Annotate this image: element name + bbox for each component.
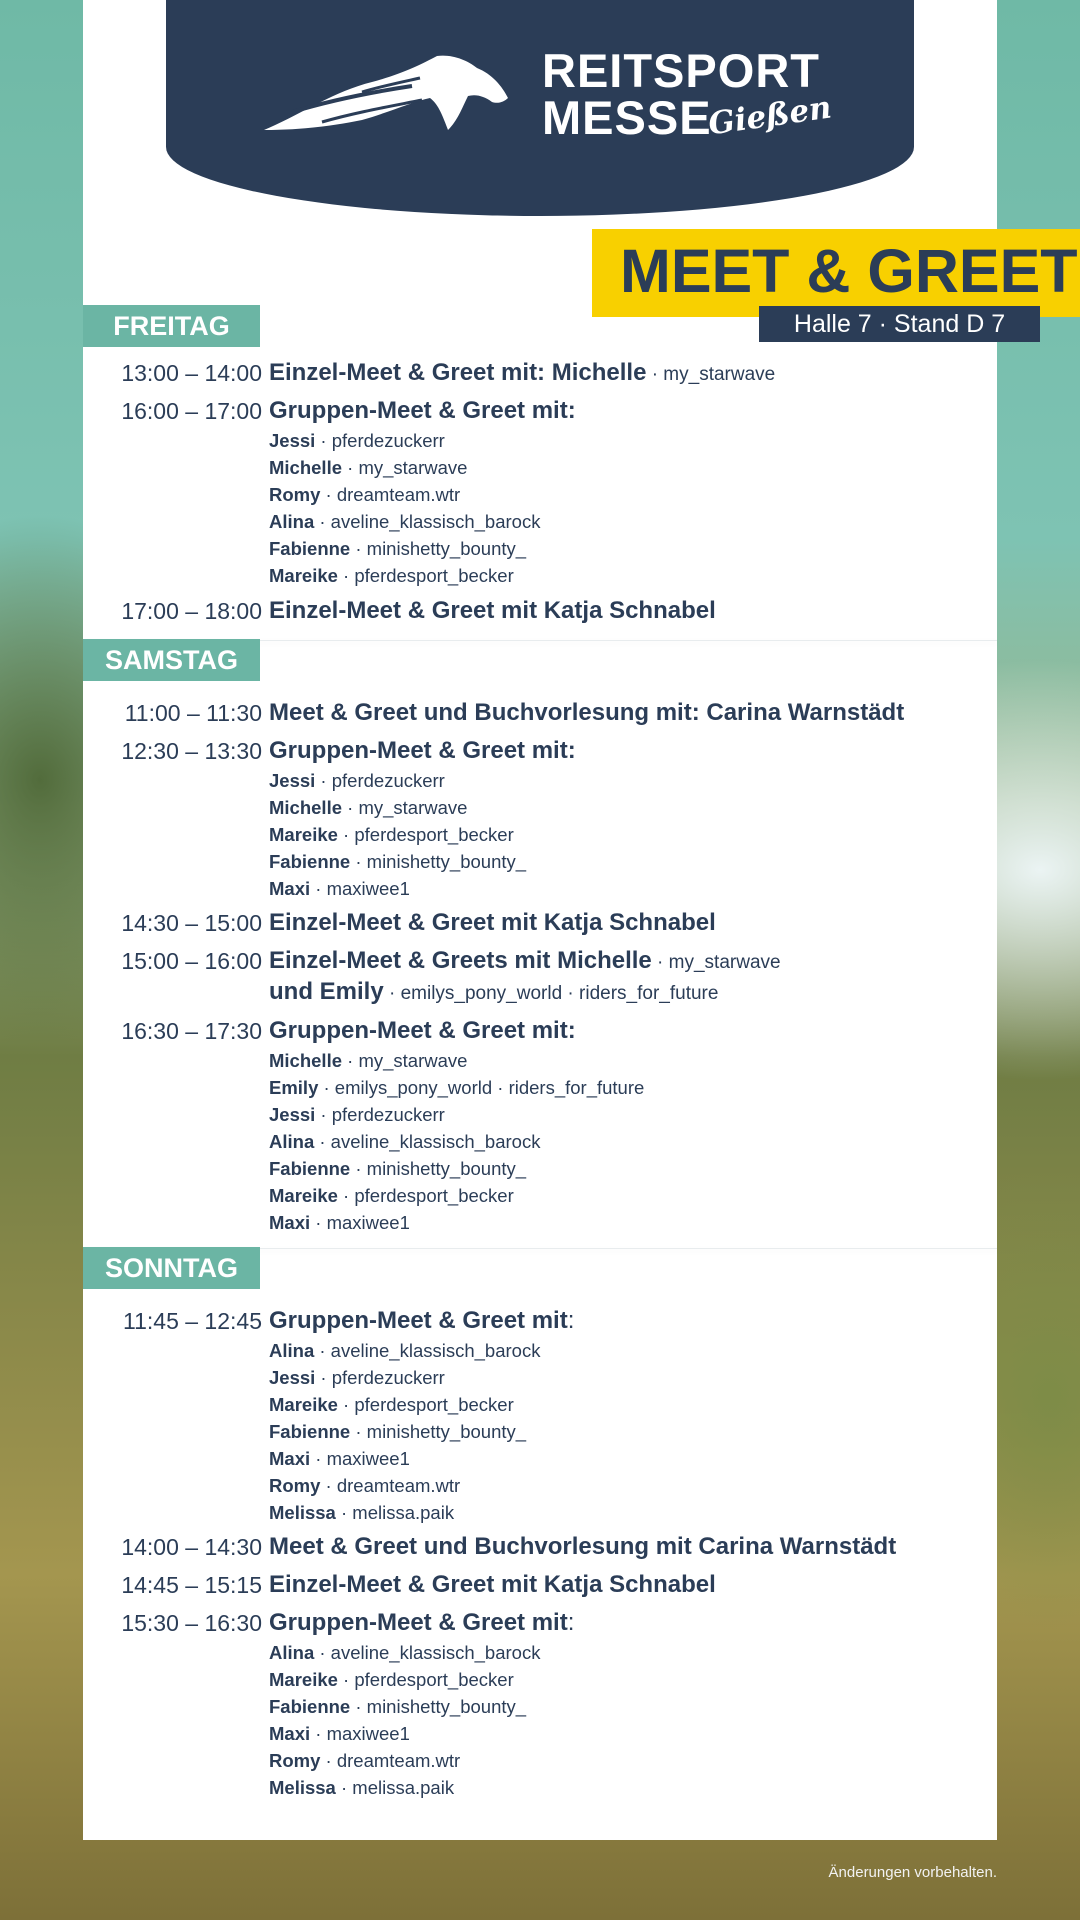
entry-title: Meet & Greet und Buchvorlesung mit Carina Warnstädt <box>269 1533 897 1560</box>
participant-handle: · dreamteam.wtr <box>320 1750 461 1771</box>
day-tab-friday: FREITAG <box>83 305 260 347</box>
participant-handle: · dreamteam.wtr <box>320 484 461 505</box>
participant-handle: · pferdesport_becker <box>337 824 514 845</box>
participant-name: Mareike <box>269 1669 338 1690</box>
participant-name: Jessi <box>269 770 316 791</box>
participant-handle: · pferdesport_becker <box>337 1185 514 1206</box>
entry-title: Einzel-Meet & Greet mit Katja Schnabel <box>269 597 716 624</box>
participant-handle: · minishetty_bounty_ <box>350 1421 527 1442</box>
participant-name: Alina <box>269 511 315 532</box>
page-title: MEET & GREET <box>620 237 1078 305</box>
participant-item <box>269 454 540 481</box>
participant-list <box>269 427 540 589</box>
participant-handle: · my_starwave <box>342 457 468 478</box>
participant-handle: · emilys_pony_world · riders_for_future <box>318 1077 645 1098</box>
participant-name: Fabienne <box>269 538 351 559</box>
participant-name: Romy <box>269 484 321 505</box>
entry-title: Einzel-Meet & Greet mit Katja Schnabel <box>269 1571 716 1598</box>
participant-name: Fabienne <box>269 851 351 872</box>
participant-name: Mareike <box>269 1394 338 1415</box>
entry-time: 15:30 – 16:30 <box>121 1610 262 1636</box>
participant-item <box>269 1128 644 1155</box>
participant-name: Jessi <box>269 1104 316 1125</box>
entry-time: 17:00 – 18:00 <box>121 598 262 624</box>
participant-handle: · pferdezuckerr <box>315 1104 445 1125</box>
participant-name: Michelle <box>269 1050 342 1071</box>
participant-item <box>269 1720 540 1747</box>
participant-item <box>269 1209 644 1236</box>
participant-handle: · melissa.paik <box>335 1502 455 1523</box>
entry-time: 15:00 – 16:00 <box>121 948 262 974</box>
participant-name: Melissa <box>269 1502 336 1523</box>
participant-name: Romy <box>269 1475 321 1496</box>
participant-name: Melissa <box>269 1777 336 1798</box>
participant-item <box>269 427 540 454</box>
entry-time: 14:00 – 14:30 <box>121 1534 262 1560</box>
participant-handle: · melissa.paik <box>335 1777 455 1798</box>
participant-handle: · minishetty_bounty_ <box>350 851 527 872</box>
day-tab-sunday: SONNTAG <box>83 1247 260 1289</box>
participant-handle: · pferdesport_becker <box>337 1669 514 1690</box>
participant-handle: · aveline_klassisch_barock <box>314 1642 541 1663</box>
participant-name: Alina <box>269 1131 315 1152</box>
participant-item <box>269 1472 540 1499</box>
participant-handle: · maxiwee1 <box>310 1212 410 1233</box>
participant-item <box>269 508 540 535</box>
participant-handle: · minishetty_bounty_ <box>350 1696 527 1717</box>
participant-handle: · pferdesport_becker <box>337 1394 514 1415</box>
participant-item <box>269 1337 540 1364</box>
participant-list <box>269 1639 540 1801</box>
entry-time: 11:45 – 12:45 <box>123 1308 262 1334</box>
participant-name: Mareike <box>269 1185 338 1206</box>
entry-title: Einzel-Meet & Greets mit Michelle · my_starwave <box>269 947 781 974</box>
participant-name: Michelle <box>269 797 342 818</box>
horse-logo-icon <box>262 52 512 134</box>
brand-title: REITSPORT <box>542 44 820 97</box>
participant-item <box>269 1499 540 1526</box>
participant-name: Jessi <box>269 430 316 451</box>
participant-name: Michelle <box>269 457 342 478</box>
participant-list <box>269 1047 644 1236</box>
entry-title: Gruppen-Meet & Greet mit: <box>269 1307 575 1334</box>
participant-item <box>269 1074 644 1101</box>
entry-time: 14:45 – 15:15 <box>121 1572 262 1598</box>
entry-title: Gruppen-Meet & Greet mit: <box>269 737 576 764</box>
entry-title: Gruppen-Meet & Greet mit: <box>269 397 576 424</box>
participant-item <box>269 794 526 821</box>
participant-handle: · maxiwee1 <box>310 1448 410 1469</box>
participant-item <box>269 481 540 508</box>
participant-name: Fabienne <box>269 1158 351 1179</box>
participant-handle: · aveline_klassisch_barock <box>314 511 541 532</box>
day-tab-saturday: SAMSTAG <box>83 639 260 681</box>
entry-time: 11:00 – 11:30 <box>124 700 262 726</box>
participant-name: Maxi <box>269 1723 311 1744</box>
participant-item <box>269 562 540 589</box>
participant-handle: · my_starwave <box>342 797 468 818</box>
participant-item <box>269 1747 540 1774</box>
participant-handle: · maxiwee1 <box>310 1723 410 1744</box>
participant-item <box>269 1047 644 1074</box>
participant-item <box>269 1182 644 1209</box>
participant-item <box>269 535 540 562</box>
participant-item <box>269 1666 540 1693</box>
participant-name: Mareike <box>269 824 338 845</box>
participant-handle: · maxiwee1 <box>310 878 410 899</box>
participant-list <box>269 767 526 902</box>
participant-handle: · minishetty_bounty_ <box>350 1158 527 1179</box>
participant-name: Jessi <box>269 1367 316 1388</box>
participant-handle: · aveline_klassisch_barock <box>314 1340 541 1361</box>
participant-name: Maxi <box>269 878 311 899</box>
participant-item <box>269 767 526 794</box>
participant-handle: · pferdezuckerr <box>315 1367 445 1388</box>
participant-name: Maxi <box>269 1448 311 1469</box>
participant-item <box>269 1639 540 1666</box>
participant-list <box>269 1337 540 1526</box>
entry-title: Meet & Greet und Buchvorlesung mit: Carina Warnstädt <box>269 699 905 726</box>
participant-item <box>269 1155 644 1182</box>
participant-name: Fabienne <box>269 1696 351 1717</box>
participant-item <box>269 848 526 875</box>
participant-item <box>269 1391 540 1418</box>
entry-time: 12:30 – 13:30 <box>121 738 262 764</box>
participant-handle: · pferdezuckerr <box>315 430 445 451</box>
entry-title-continued: und Emily · emilys_pony_world · riders_for_future <box>269 978 719 1005</box>
participant-name: Mareike <box>269 565 338 586</box>
participant-handle: · my_starwave <box>342 1050 468 1071</box>
participant-name: Emily <box>269 1077 319 1098</box>
disclaimer-text: Änderungen vorbehalten. <box>828 1864 997 1881</box>
participant-name: Maxi <box>269 1212 311 1233</box>
participant-item <box>269 1101 644 1128</box>
participant-handle: · dreamteam.wtr <box>320 1475 461 1496</box>
participant-handle: · minishetty_bounty_ <box>350 538 527 559</box>
participant-name: Fabienne <box>269 1421 351 1442</box>
entry-time: 16:00 – 17:00 <box>121 398 262 424</box>
participant-item <box>269 1774 540 1801</box>
entry-title: Gruppen-Meet & Greet mit: <box>269 1609 575 1636</box>
participant-handle: · pferdesport_becker <box>337 565 514 586</box>
participant-name: Alina <box>269 1642 315 1663</box>
location-label: Halle 7 · Stand D 7 <box>759 306 1040 342</box>
entry-time: 16:30 – 17:30 <box>121 1018 262 1044</box>
participant-item <box>269 875 526 902</box>
entry-title: Gruppen-Meet & Greet mit: <box>269 1017 576 1044</box>
participant-name: Romy <box>269 1750 321 1771</box>
participant-item <box>269 1418 540 1445</box>
participant-name: Alina <box>269 1340 315 1361</box>
participant-item <box>269 1364 540 1391</box>
entry-title: Einzel-Meet & Greet mit: Michelle · my_starwave <box>269 359 776 386</box>
participant-handle: · pferdezuckerr <box>315 770 445 791</box>
participant-handle: · aveline_klassisch_barock <box>314 1131 541 1152</box>
participant-item <box>269 821 526 848</box>
participant-item <box>269 1693 540 1720</box>
entry-time: 13:00 – 14:00 <box>121 360 262 386</box>
brand-subtitle: MESSE <box>542 91 712 144</box>
entry-time: 14:30 – 15:00 <box>121 910 262 936</box>
participant-item <box>269 1445 540 1472</box>
entry-title: Einzel-Meet & Greet mit Katja Schnabel <box>269 909 716 936</box>
brand-city: Gießen <box>706 89 834 143</box>
